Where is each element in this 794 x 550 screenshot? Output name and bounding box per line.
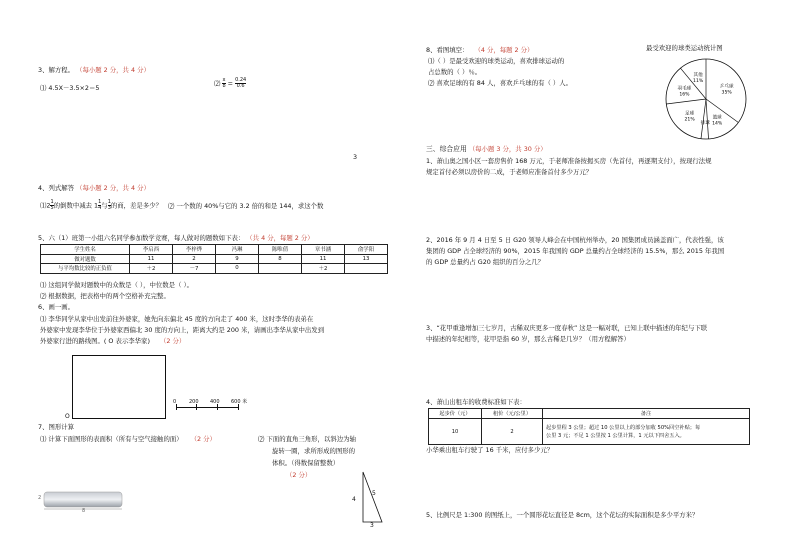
table-cell: 11 — [130, 254, 173, 264]
q4-title-line — [38, 184, 150, 192]
table-cell: 俞学阳 — [345, 245, 388, 255]
table-cell: 11 — [302, 254, 345, 264]
q7-part1: ⑴ 计算下面图形的表面积（所有与空气接触的面） — [40, 435, 183, 443]
s3-q2-l3: 的 GDP 总量约占 G20 组织的百分之几？ — [426, 258, 545, 266]
score-table — [40, 244, 388, 274]
q4-title: 4、列式解答 — [38, 184, 75, 192]
table-cell: 李启西 — [130, 245, 173, 255]
table-cell: 9 — [216, 254, 259, 264]
q6-text1: ⑴ 李华同学从家中出发前往外婆家，她先向东偏北 45 度的方向走了 400 米，这时李华的表弟在 — [40, 315, 314, 323]
s3-q2-l1: 2、2016 年 9 月 4 日至 5 日 G20 领导人峰会在中国杭州举办，20 国集团成员涵盖面广，代表性强，该 — [426, 236, 724, 244]
q4-frac2-num: 1 — [98, 199, 102, 205]
table-cell: 冯琳 — [216, 245, 259, 255]
q4-frac2-den: 4 — [98, 205, 102, 211]
scale-label-400: 400 — [210, 399, 220, 405]
table-row — [41, 245, 388, 255]
pie-slice-label: 35% — [721, 90, 732, 96]
q8-score: （4 分，每题 2 分） — [474, 46, 534, 54]
chart-title: 最受欢迎的球类运动统计图 — [646, 44, 723, 52]
s3-q3-l2: 中描述的年纪相等，花甲是指 60 岁，那么古稀是几岁？（用方程解答） — [426, 335, 630, 343]
right-triangle-figure — [358, 470, 388, 528]
table-cell: 起步价（元） — [429, 409, 482, 419]
table-cell: 陈唯倩 — [259, 245, 302, 255]
table-cell: 10 — [429, 419, 482, 445]
q4-frac1-den: 5 — [50, 205, 54, 211]
s3-q3-l1: 3、“花甲重逢增加三七岁月，古稀双庆更多一度春秋” 这是一幅对联，已知上联中描述的年纪与下联 — [426, 324, 708, 332]
q3-equals: = — [227, 79, 236, 88]
q5-title-line — [38, 234, 314, 242]
fare-table — [428, 408, 750, 445]
q3-fraction-right — [235, 78, 246, 89]
pie-slice-label: 排球 — [700, 121, 710, 127]
fare-note-l1: 起步里程 3 公里；超过 10 公里以上的部分加收 50%回空补贴；每 — [546, 424, 701, 431]
section3-title: 三、综合应用 — [426, 145, 467, 153]
table-cell: 学生姓名 — [41, 245, 130, 255]
fare-note-cell — [543, 419, 750, 445]
q6-text3-line — [40, 337, 185, 345]
table-cell: 2 — [482, 419, 543, 445]
q4-frac1-num: 1 — [50, 199, 54, 205]
pie-slice-label: 其他 — [693, 73, 703, 79]
table-cell: 0 — [216, 264, 259, 274]
q5-score: （共 4 分，每题 2 分） — [246, 234, 314, 242]
table-cell: 租价（元/公里） — [482, 409, 543, 419]
q6-text3: 外婆家行进的路线图。( O 表示李华家) — [40, 337, 150, 345]
s3-q4-question: 小华乘出租车行驶了 16 千米，应付多少元？ — [426, 446, 554, 454]
pie-slice-label: 21% — [684, 117, 695, 123]
table-cell: －7 — [173, 264, 216, 274]
q7-part1-line — [40, 435, 216, 443]
q4-p1d: 的商，差是多少？ — [110, 201, 162, 210]
drawing-grid-box — [72, 355, 166, 419]
q7-part2-score: （2 分） — [286, 471, 312, 479]
table-cell: ＋2 — [302, 264, 345, 274]
table-row — [41, 254, 388, 264]
triangle-side-4: 4 — [352, 496, 356, 503]
q6-score: （2 分） — [160, 337, 186, 345]
table-cell: 13 — [345, 254, 388, 264]
table-cell: 2 — [173, 254, 216, 264]
table-cell — [259, 264, 302, 274]
q4-score: （每小题 2 分，共 4 分） — [76, 184, 150, 192]
table-cell: 8 — [259, 254, 302, 264]
q4-p1c: 与 — [101, 201, 108, 210]
section3-score: （每小题 3 分，共 30 分） — [468, 145, 547, 153]
table-cell: 备注 — [543, 409, 750, 419]
q3-score: （每小题 2 分，共 4 分） — [76, 66, 150, 74]
scale-label-600: 600 米 — [231, 399, 248, 405]
q4-part1 — [40, 200, 323, 211]
q3-frac-den: 8 — [222, 83, 226, 89]
q4-part2: ⑵ 一个数的 40%与它的 3.2 倍的和是 144，求这个数 — [168, 201, 324, 210]
q8-line2: 占总数的（ ）％。 — [428, 68, 482, 76]
q5-sub1: ⑴ 这组同学做对题数中的众数是（ ），中位数是（ ）。 — [40, 281, 194, 289]
table-row — [429, 409, 750, 419]
q8-line1: ⑴（ ）是最受欢迎的球类运动，喜欢排球运动的 — [428, 57, 565, 65]
q8-title: 8、看图填空： — [426, 46, 469, 54]
s3-q2-l2: 集团的 GDP 占全球经济的 90%，2015 年我国的 GDP 总量约占全球经济的 15.5%，那么 2015 年我国 — [426, 247, 725, 255]
pie-slice-label: 16% — [679, 92, 690, 98]
q6-title: 6、画一画。 — [38, 303, 75, 311]
q7-title: 7、图形计算 — [38, 423, 75, 431]
section3-title-line — [426, 145, 547, 153]
scale-label-200: 200 — [189, 399, 199, 405]
q3-rfrac-num: 0.24 — [235, 77, 247, 83]
q3-fraction-left — [222, 78, 225, 89]
q4-frac3-den: 3 — [107, 205, 111, 211]
pie-slice-label: 足球 — [684, 111, 695, 117]
pie-chart — [650, 56, 762, 142]
q5-sub2: ⑵ 根据数据，把表格中的两个空格补充完整。 — [40, 292, 170, 300]
q7-part2-l3: 体积。（得数保留整数） — [272, 459, 340, 467]
q3-frac-num: x — [222, 77, 226, 83]
cylinder-length: 8 — [82, 508, 86, 514]
pie-slice-label: 14% — [712, 121, 723, 127]
q3-title-line — [38, 66, 150, 74]
q4-p1b: 的倒数中减去 1 — [53, 201, 99, 210]
table-cell: 章书涵 — [302, 245, 345, 255]
s3-q4-title: 4、萧山出租车的收费标准如下表： — [426, 398, 526, 406]
pie-slice-label: 乒乓球 — [719, 84, 734, 90]
q3-rfrac-den: 0.6 — [236, 83, 245, 89]
table-cell — [345, 264, 388, 274]
pie-slice-label: 羽毛球 — [677, 86, 692, 92]
table-cell: ＋2 — [130, 264, 173, 274]
table-row — [429, 419, 750, 445]
q8-line3: ⑵ 喜欢足球的有 84 人，喜欢乒乓球的有（ ）人。 — [428, 79, 573, 87]
pie-slice-label: 11% — [693, 79, 704, 85]
q8-title-line — [426, 46, 533, 54]
origin-label: O — [65, 413, 70, 420]
table-cell: 与平均数比较的正负值 — [41, 264, 130, 274]
page-number: 3 — [353, 153, 358, 161]
triangle-side-3: 3 — [370, 522, 374, 529]
q4-p1a: ⑴2 — [40, 201, 51, 210]
table-cell: 李梓烨 — [173, 245, 216, 255]
s3-q1-l1: 1、萧山奥之国小区一套房售价 168 万元，于老师准备按揭买房（先首付，再逐期支付），按现行法规 — [426, 157, 712, 165]
cylinder-diameter: 2 — [38, 495, 42, 501]
scale-label-0: 0 — [173, 399, 177, 405]
s3-q5: 5、比例尺是 1:300 的图纸上，一个圆形花坛直径是 8cm，这个花坛的实际面积是多少平方米？ — [426, 511, 699, 519]
q7-part2-l2: 旋转一圈，求所形成的图形的 — [272, 447, 356, 455]
fare-note-l2: 公里 3 元；不足 1 公里按 1 公里计算，1 元以下四舍五入。 — [546, 432, 685, 439]
table-row — [41, 264, 388, 274]
triangle-side-5: 5 — [372, 490, 376, 497]
q4-frac3-num: 1 — [107, 199, 111, 205]
q3-title: 3、解方程。 — [38, 66, 75, 74]
pie-slice-label: 篮球 — [712, 115, 722, 121]
q7-part1-score: （2 分） — [190, 435, 216, 443]
q6-text2: 外婆家中发现李华位于外婆家西偏北 30 度的方向上，距离大约是 200 米，请画出李华从家中出发到 — [40, 326, 325, 334]
table-cell: 做对题数 — [41, 254, 130, 264]
q3-part2-label: ⑵ — [214, 79, 223, 88]
q3-part1: ⑴ 4.5X－3.5×2＝5 — [40, 84, 100, 92]
scale-bar — [176, 407, 238, 408]
q5-title: 5、六（1）班第一小组六名同学参加数学竞赛，每人做对的题数如下表： — [38, 234, 245, 242]
s3-q1-l2: 规定首付必须以房价的二成，于老师应准备首付多少万元？ — [426, 168, 593, 176]
q7-part2-l1: ⑵ 下面的直角三角形，以斜边为轴 — [258, 435, 356, 443]
q3-part2 — [214, 78, 246, 89]
